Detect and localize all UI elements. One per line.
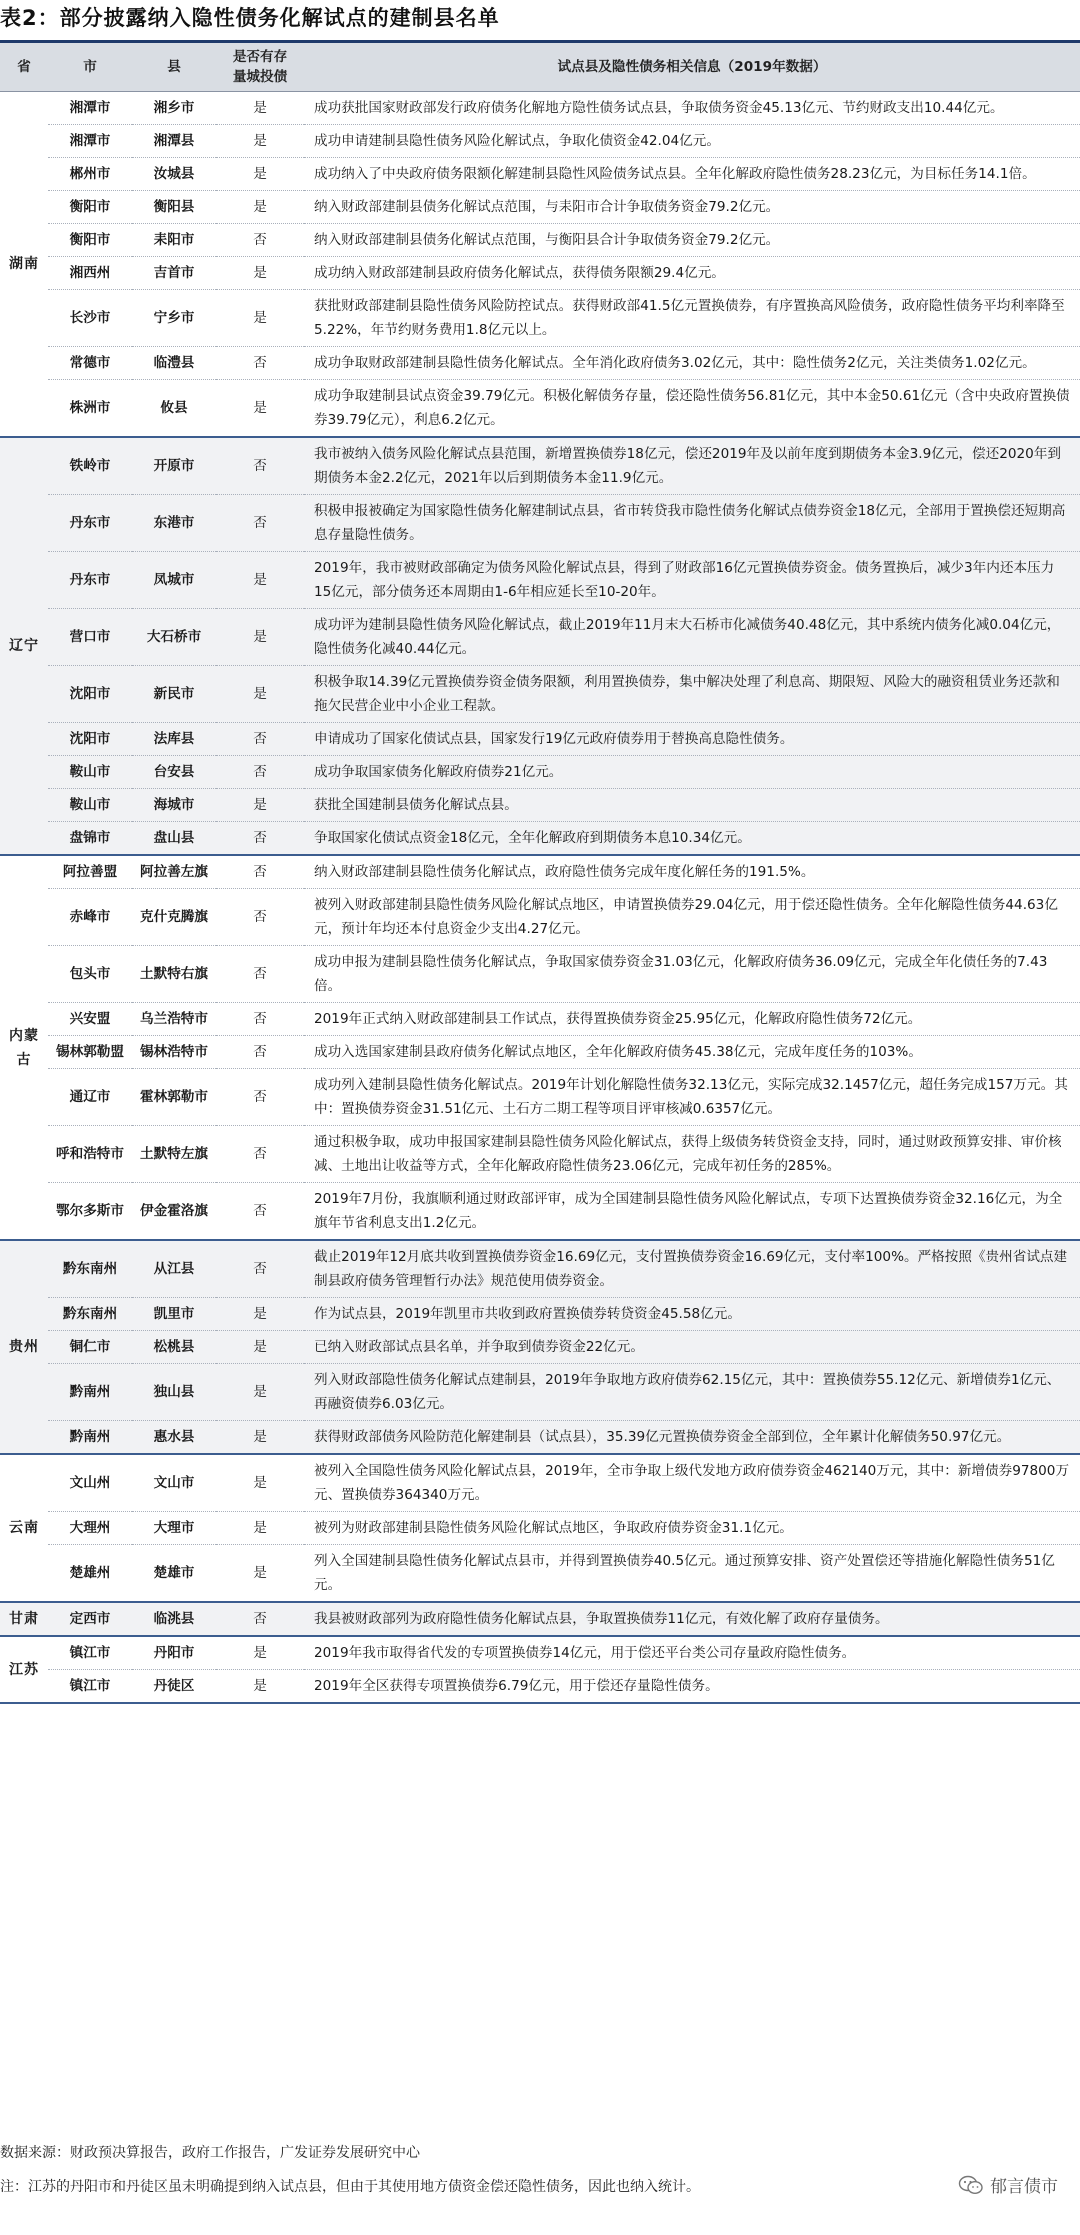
city-cell: 丹东市 (48, 552, 132, 609)
county-cell: 独山县 (132, 1364, 216, 1421)
debt-cell: 否 (216, 889, 304, 946)
debt-cell: 是 (216, 1298, 304, 1331)
county-cell: 阿拉善左旗 (132, 855, 216, 889)
debt-cell: 否 (216, 224, 304, 257)
city-cell: 株洲市 (48, 380, 132, 438)
info-cell: 2019年7月份，我旗顺利通过财政部评审，成为全国建制县隐性债务风险化解试点，专项下达置换债券资金32.16亿元，为全旗年节省利息支出1.2亿元。 (304, 1183, 1080, 1241)
table-row (0, 1069, 1080, 1126)
debt-cell: 是 (216, 1454, 304, 1512)
province-cell: 湖南 (0, 92, 48, 438)
header-debt-line-2: 量城投债 (232, 69, 288, 85)
table-row (0, 946, 1080, 1003)
table-row (0, 1183, 1080, 1241)
city-cell: 丹东市 (48, 495, 132, 552)
table-row (0, 756, 1080, 789)
city-cell: 黔南州 (48, 1364, 132, 1421)
info-cell: 成功申报为建制县隐性债务化解试点，争取国家债券资金31.03亿元，化解政府债务36.09亿元，完成全年化债任务的7.43倍。 (304, 946, 1080, 1003)
city-cell: 沈阳市 (48, 666, 132, 723)
debt-cell: 是 (216, 125, 304, 158)
city-cell: 镇江市 (48, 1636, 132, 1670)
county-cell: 伊金霍洛旗 (132, 1183, 216, 1241)
city-cell: 兴安盟 (48, 1003, 132, 1036)
county-cell: 东港市 (132, 495, 216, 552)
debt-cell: 否 (216, 1126, 304, 1183)
city-cell: 鄂尔多斯市 (48, 1183, 132, 1241)
debt-cell: 是 (216, 1670, 304, 1704)
table-row (0, 1670, 1080, 1704)
debt-cell: 是 (216, 1421, 304, 1455)
county-cell: 耒阳市 (132, 224, 216, 257)
county-cell: 大理市 (132, 1512, 216, 1545)
county-cell: 海城市 (132, 789, 216, 822)
info-cell: 成功争取财政部建制县隐性债务化解试点。全年消化政府债务3.02亿元，其中：隐性债务2亿元，关注类债务1.02亿元。 (304, 347, 1080, 380)
province-group (0, 1240, 1080, 1454)
city-cell: 包头市 (48, 946, 132, 1003)
city-cell: 鞍山市 (48, 789, 132, 822)
table-row (0, 380, 1080, 438)
table-row (0, 552, 1080, 609)
debt-cell: 是 (216, 380, 304, 438)
city-cell: 鞍山市 (48, 756, 132, 789)
info-cell: 成功列入建制县隐性债务化解试点。2019年计划化解隐性债务32.13亿元，实际完成32.1457亿元，超任务完成157万元。其中：置换债券资金31.51亿元、土石方二期工程等项目评审核减0.6357亿元。 (304, 1069, 1080, 1126)
info-cell: 列入全国建制县隐性债务化解试点县市，并得到置换债券40.5亿元。通过预算安排、资产处置偿还等措施化解隐性债务51亿元。 (304, 1545, 1080, 1603)
debt-cell: 是 (216, 1331, 304, 1364)
info-cell: 我市被纳入债务风险化解试点县范围，新增置换债券18亿元，偿还2019年及以前年度到期债务本金3.9亿元，偿还2020年到期债务本金2.2亿元，2021年以后到期债务本金11.9亿元。 (304, 437, 1080, 495)
info-cell: 获批财政部建制县隐性债务风险防控试点。获得财政部41.5亿元置换债券，有序置换高风险债务，政府隐性债务平均利率降至5.22%，年节约财务费用1.8亿元以上。 (304, 290, 1080, 347)
county-cell: 锡林浩特市 (132, 1036, 216, 1069)
province-group (0, 855, 1080, 1240)
county-cell: 开原市 (132, 437, 216, 495)
debt-cell: 否 (216, 946, 304, 1003)
city-cell: 铁岭市 (48, 437, 132, 495)
city-cell: 湘潭市 (48, 92, 132, 125)
info-cell: 成功争取建制县试点资金39.79亿元。积极化解债务存量，偿还隐性债务56.81亿元，其中本金50.61亿元（含中央政府置换债券39.79亿元），利息6.2亿元。 (304, 380, 1080, 438)
info-cell: 成功评为建制县隐性债务风险化解试点，截止2019年11月末大石桥市化减债务40.48亿元，其中系统内债务化减0.04亿元，隐性债务化减40.44亿元。 (304, 609, 1080, 666)
county-cell: 湘潭县 (132, 125, 216, 158)
city-cell: 黔南州 (48, 1421, 132, 1455)
info-cell: 纳入财政部建制县隐性债务化解试点，政府隐性债务完成年度化解任务的191.5%。 (304, 855, 1080, 889)
county-cell: 霍林郭勒市 (132, 1069, 216, 1126)
info-cell: 争取国家化债试点资金18亿元，全年化解政府到期债务本息10.34亿元。 (304, 822, 1080, 856)
table-row (0, 224, 1080, 257)
province-group (0, 1636, 1080, 1703)
debt-cell: 否 (216, 1003, 304, 1036)
county-cell: 文山市 (132, 1454, 216, 1512)
province-cell: 甘肃 (0, 1602, 48, 1636)
city-cell: 郴州市 (48, 158, 132, 191)
city-cell: 营口市 (48, 609, 132, 666)
info-cell: 已纳入财政部试点县名单，并争取到债券资金22亿元。 (304, 1331, 1080, 1364)
table-title: 表2：部分披露纳入隐性债务化解试点的建制县名单 (0, 6, 500, 30)
info-cell: 2019年，我市被财政部确定为债务风险化解试点县，得到了财政部16亿元置换债券资金。债务置换后，减少3年内还本压力15亿元，部分债务还本周期由1-6年相应延长至10-20年。 (304, 552, 1080, 609)
city-cell: 盘锦市 (48, 822, 132, 856)
city-cell: 黔东南州 (48, 1298, 132, 1331)
watermark (958, 2172, 1058, 2197)
header-debt-line-1: 是否有存 (232, 49, 288, 65)
info-cell: 成功入选国家建制县政府债务化解试点地区，全年化解政府债务45.38亿元，完成年度任务的103%。 (304, 1036, 1080, 1069)
table-row (0, 1364, 1080, 1421)
county-cell: 从江县 (132, 1240, 216, 1298)
county-cell: 吉首市 (132, 257, 216, 290)
table-row (0, 1421, 1080, 1455)
debt-cell: 是 (216, 789, 304, 822)
table-row (0, 889, 1080, 946)
city-cell: 楚雄州 (48, 1545, 132, 1603)
city-cell: 镇江市 (48, 1670, 132, 1704)
table-row (0, 1512, 1080, 1545)
debt-cell: 是 (216, 1636, 304, 1670)
province-cell: 内蒙古 (0, 855, 48, 1240)
footnote: 注：江苏的丹阳市和丹徒区虽未明确提到纳入试点县，但由于其使用地方债资金偿还隐性债务，因此也纳入统计。 (0, 2179, 700, 2195)
info-cell: 积极争取14.39亿元置换债券资金债务限额，利用置换债券，集中解决处理了利息高、期限短、风险大的融资租赁业务还款和拖欠民营企业中小企业工程款。 (304, 666, 1080, 723)
table-row (0, 855, 1080, 889)
header-debt (216, 43, 304, 92)
table-row (0, 666, 1080, 723)
county-cell: 新民市 (132, 666, 216, 723)
debt-cell: 是 (216, 191, 304, 224)
county-cell: 宁乡市 (132, 290, 216, 347)
city-cell: 赤峰市 (48, 889, 132, 946)
table-row (0, 822, 1080, 856)
debt-cell: 否 (216, 723, 304, 756)
table-row (0, 1036, 1080, 1069)
table-row (0, 158, 1080, 191)
county-cell: 临澧县 (132, 347, 216, 380)
city-cell: 沈阳市 (48, 723, 132, 756)
county-cell: 大石桥市 (132, 609, 216, 666)
info-cell: 我县被财政部列为政府隐性债务化解试点县，争取置换债券11亿元，有效化解了政府存量债务。 (304, 1602, 1080, 1636)
info-cell: 通过积极争取，成功申报国家建制县隐性债务风险化解试点，获得上级债务转贷资金支持，同时，通过财政预算安排、审价核减、土地出让收益等方式，全年化解政府隐性债务23.06亿元，完成年初任务的285%。 (304, 1126, 1080, 1183)
info-cell: 列入财政部隐性债务化解试点建制县，2019年争取地方政府债券62.15亿元，其中：置换债券55.12亿元、新增债券1亿元、再融资债券6.03亿元。 (304, 1364, 1080, 1421)
county-cell: 盘山县 (132, 822, 216, 856)
table-row (0, 125, 1080, 158)
county-cell: 攸县 (132, 380, 216, 438)
county-cell: 台安县 (132, 756, 216, 789)
debt-cell: 否 (216, 1183, 304, 1241)
info-cell: 成功纳入财政部建制县政府债务化解试点，获得债务限额29.4亿元。 (304, 257, 1080, 290)
table-row (0, 257, 1080, 290)
county-cell: 土默特右旗 (132, 946, 216, 1003)
info-cell: 获批全国建制县债务化解试点县。 (304, 789, 1080, 822)
wechat-icon (958, 2175, 984, 2195)
header-info: 试点县及隐性债务相关信息（2019年数据） (304, 43, 1080, 92)
county-cell: 湘乡市 (132, 92, 216, 125)
debt-cell: 否 (216, 347, 304, 380)
debt-cell: 是 (216, 92, 304, 125)
county-cell: 松桃县 (132, 1331, 216, 1364)
debt-cell: 否 (216, 1240, 304, 1298)
table-row (0, 723, 1080, 756)
debt-cell: 否 (216, 756, 304, 789)
info-cell: 获得财政部债务风险防范化解建制县（试点县），35.39亿元置换债券资金全部到位，全年累计化解债务50.97亿元。 (304, 1421, 1080, 1455)
header-city: 市 (48, 43, 132, 92)
city-cell: 黔东南州 (48, 1240, 132, 1298)
county-cell: 凯里市 (132, 1298, 216, 1331)
table-row (0, 495, 1080, 552)
info-cell: 申请成功了国家化债试点县，国家发行19亿元政府债券用于替换高息隐性债务。 (304, 723, 1080, 756)
table-row (0, 191, 1080, 224)
info-cell: 纳入财政部建制县债务化解试点范围，与衡阳县合计争取债务资金79.2亿元。 (304, 224, 1080, 257)
info-cell: 纳入财政部建制县债务化解试点范围，与耒阳市合计争取债务资金79.2亿元。 (304, 191, 1080, 224)
debt-cell: 否 (216, 855, 304, 889)
info-cell: 积极申报被确定为国家隐性债务化解建制试点县，省市转贷我市隐性债务化解试点债券资金18亿元，全部用于置换偿还短期高息存量隐性债务。 (304, 495, 1080, 552)
table-row (0, 1240, 1080, 1298)
debt-cell: 是 (216, 1545, 304, 1603)
table-row (0, 1454, 1080, 1512)
debt-cell: 是 (216, 257, 304, 290)
table-row (0, 1003, 1080, 1036)
province-cell: 辽宁 (0, 437, 48, 855)
watermark-text: 郁言债市 (990, 2177, 1058, 2197)
info-cell: 被列为财政部建制县隐性债务风险化解试点地区，争取政府债券资金31.1亿元。 (304, 1512, 1080, 1545)
table-row (0, 1636, 1080, 1670)
county-cell: 惠水县 (132, 1421, 216, 1455)
county-cell: 临洮县 (132, 1602, 216, 1636)
info-cell: 作为试点县，2019年凯里市共收到政府置换债券转贷资金45.58亿元。 (304, 1298, 1080, 1331)
province-group (0, 1454, 1080, 1602)
table-row (0, 92, 1080, 125)
county-cell: 凤城市 (132, 552, 216, 609)
debt-cell: 是 (216, 552, 304, 609)
debt-cell: 是 (216, 666, 304, 723)
info-cell: 截止2019年12月底共收到置换债券资金16.69亿元，支付置换债券资金16.69亿元，支付率100%。严格按照《贵州省试点建制县政府债务管理暂行办法》规范使用债券资金。 (304, 1240, 1080, 1298)
debt-cell: 是 (216, 158, 304, 191)
debt-cell: 是 (216, 1364, 304, 1421)
city-cell: 锡林郭勒盟 (48, 1036, 132, 1069)
header-county: 县 (132, 43, 216, 92)
table-row (0, 347, 1080, 380)
county-cell: 汝城县 (132, 158, 216, 191)
city-cell: 大理州 (48, 1512, 132, 1545)
county-list-table (0, 43, 1080, 1704)
table-row (0, 1298, 1080, 1331)
county-cell: 丹阳市 (132, 1636, 216, 1670)
table-row (0, 1126, 1080, 1183)
debt-cell: 否 (216, 495, 304, 552)
debt-cell: 是 (216, 290, 304, 347)
table-row (0, 1331, 1080, 1364)
info-cell: 成功申请建制县隐性债务风险化解试点，争取化债资金42.04亿元。 (304, 125, 1080, 158)
province-cell: 贵州 (0, 1240, 48, 1454)
table-row (0, 609, 1080, 666)
info-cell: 被列入财政部建制县隐性债务风险化解试点地区，申请置换债券29.04亿元，用于偿还隐性债务。全年化解隐性债务44.63亿元，预计年均还本付息资金少支出4.27亿元。 (304, 889, 1080, 946)
info-cell: 被列入全国隐性债务风险化解试点县，2019年，全市争取上级代发地方政府债券资金462140万元，其中：新增债券97800万元、置换债券364340万元。 (304, 1454, 1080, 1512)
table-row (0, 1602, 1080, 1636)
province-group (0, 1602, 1080, 1636)
debt-cell: 否 (216, 1602, 304, 1636)
table-row (0, 1545, 1080, 1603)
table-row (0, 437, 1080, 495)
city-cell: 文山州 (48, 1454, 132, 1512)
debt-cell: 否 (216, 1036, 304, 1069)
province-cell: 江苏 (0, 1636, 48, 1703)
city-cell: 湘西州 (48, 257, 132, 290)
city-cell: 铜仁市 (48, 1331, 132, 1364)
province-group (0, 437, 1080, 855)
debt-cell: 是 (216, 1512, 304, 1545)
city-cell: 通辽市 (48, 1069, 132, 1126)
city-cell: 阿拉善盟 (48, 855, 132, 889)
data-source: 数据来源：财政预决算报告，政府工作报告，广发证券发展研究中心 (0, 2145, 420, 2161)
city-cell: 常德市 (48, 347, 132, 380)
info-cell: 成功争取国家债务化解政府债券21亿元。 (304, 756, 1080, 789)
debt-cell: 是 (216, 609, 304, 666)
province-cell: 云南 (0, 1454, 48, 1602)
county-cell: 乌兰浩特市 (132, 1003, 216, 1036)
debt-cell: 否 (216, 822, 304, 856)
county-cell: 土默特左旗 (132, 1126, 216, 1183)
county-cell: 丹徒区 (132, 1670, 216, 1704)
info-cell: 2019年正式纳入财政部建制县工作试点，获得置换债券资金25.95亿元，化解政府隐性债务72亿元。 (304, 1003, 1080, 1036)
info-cell: 成功纳入了中央政府债务限额化解建制县隐性风险债务试点县。全年化解政府隐性债务28.23亿元，为目标任务14.1倍。 (304, 158, 1080, 191)
city-cell: 衡阳市 (48, 191, 132, 224)
info-cell: 2019年我市取得省代发的专项置换债券14亿元，用于偿还平台类公司存量政府隐性债务。 (304, 1636, 1080, 1670)
table-header-row (0, 43, 1080, 92)
city-cell: 衡阳市 (48, 224, 132, 257)
info-cell: 成功获批国家财政部发行政府债务化解地方隐性债务试点县，争取债务资金45.13亿元、节约财政支出10.44亿元。 (304, 92, 1080, 125)
city-cell: 定西市 (48, 1602, 132, 1636)
debt-cell: 否 (216, 1069, 304, 1126)
city-cell: 呼和浩特市 (48, 1126, 132, 1183)
county-cell: 克什克腾旗 (132, 889, 216, 946)
table-row (0, 290, 1080, 347)
city-cell: 长沙市 (48, 290, 132, 347)
county-cell: 楚雄市 (132, 1545, 216, 1603)
city-cell: 湘潭市 (48, 125, 132, 158)
table-row (0, 789, 1080, 822)
province-group (0, 92, 1080, 438)
debt-cell: 否 (216, 437, 304, 495)
county-cell: 法库县 (132, 723, 216, 756)
header-province: 省 (0, 43, 48, 92)
county-cell: 衡阳县 (132, 191, 216, 224)
info-cell: 2019年全区获得专项置换债券6.79亿元，用于偿还存量隐性债务。 (304, 1670, 1080, 1704)
